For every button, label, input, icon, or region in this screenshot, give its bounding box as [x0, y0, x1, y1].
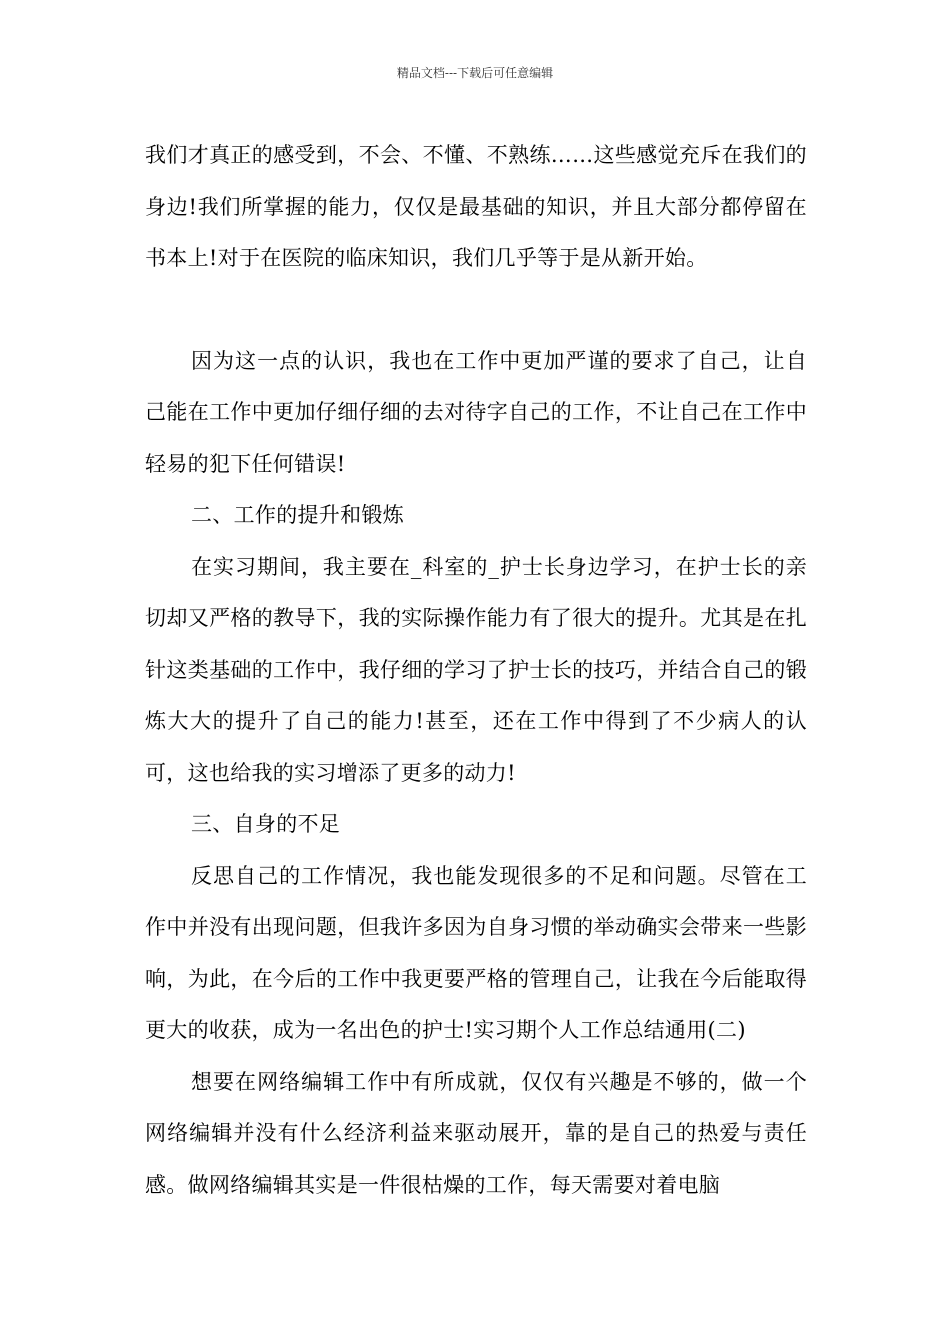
page-header: 精品文档---下载后可任意编辑 — [396, 66, 554, 80]
paragraph-reflection: 反思自己的工作情况，我也能发现很多的不足和问题。尽管在工作中并没有出现问题，但我许多因为自身习惯的举动确实会带来一些影响，为此，在今后的工作中我更要严格的管理自己，让我在今后能取得更大的收获，成为一名出色的护士!实习期个人工作总结通用(二) — [145, 863, 807, 1042]
paragraph-internship-learning: 在实习期间，我主要在_科室的_护士长身边学习，在护士长的亲切却又严格的教导下，我的实际操作能力有了很大的提升。尤其是在扎针这类基础的工作中，我仔细的学习了护士长的技巧，并结合自己的锻炼大大的提升了自己的能力!甚至，还在工作中得到了不少病人的认可，这也给我的实习增添了更多的动力! — [145, 554, 807, 785]
paragraph-self-requirement: 因为这一点的认识，我也在工作中更加严谨的要求了自己，让自己能在工作中更加仔细仔细的去对待字自己的工作，不让自己在工作中轻易的犯下任何错误! — [145, 348, 807, 476]
paragraph-network-editing: 想要在网络编辑工作中有所成就，仅仅有兴趣是不够的，做一个网络编辑并没有什么经济利益来驱动展开，靠的是自己的热爱与责任感。做网络编辑其实是一件很枯燥的工作，每天需要对着电脑 — [145, 1069, 807, 1197]
paragraph-continuation: 我们才真正的感受到，不会、不懂、不熟练……这些感觉充斥在我们的身边!我们所掌握的能力，仅仅是最基础的知识，并且大部分都停留在书本上!对于在医院的临床知识，我们几乎等于是从新开始。 — [145, 143, 807, 270]
document-body — [145, 130, 807, 1211]
section-heading-improvement: 二、工作的提升和锻炼 — [191, 503, 404, 527]
section-heading-shortcomings: 三、自身的不足 — [191, 812, 341, 836]
